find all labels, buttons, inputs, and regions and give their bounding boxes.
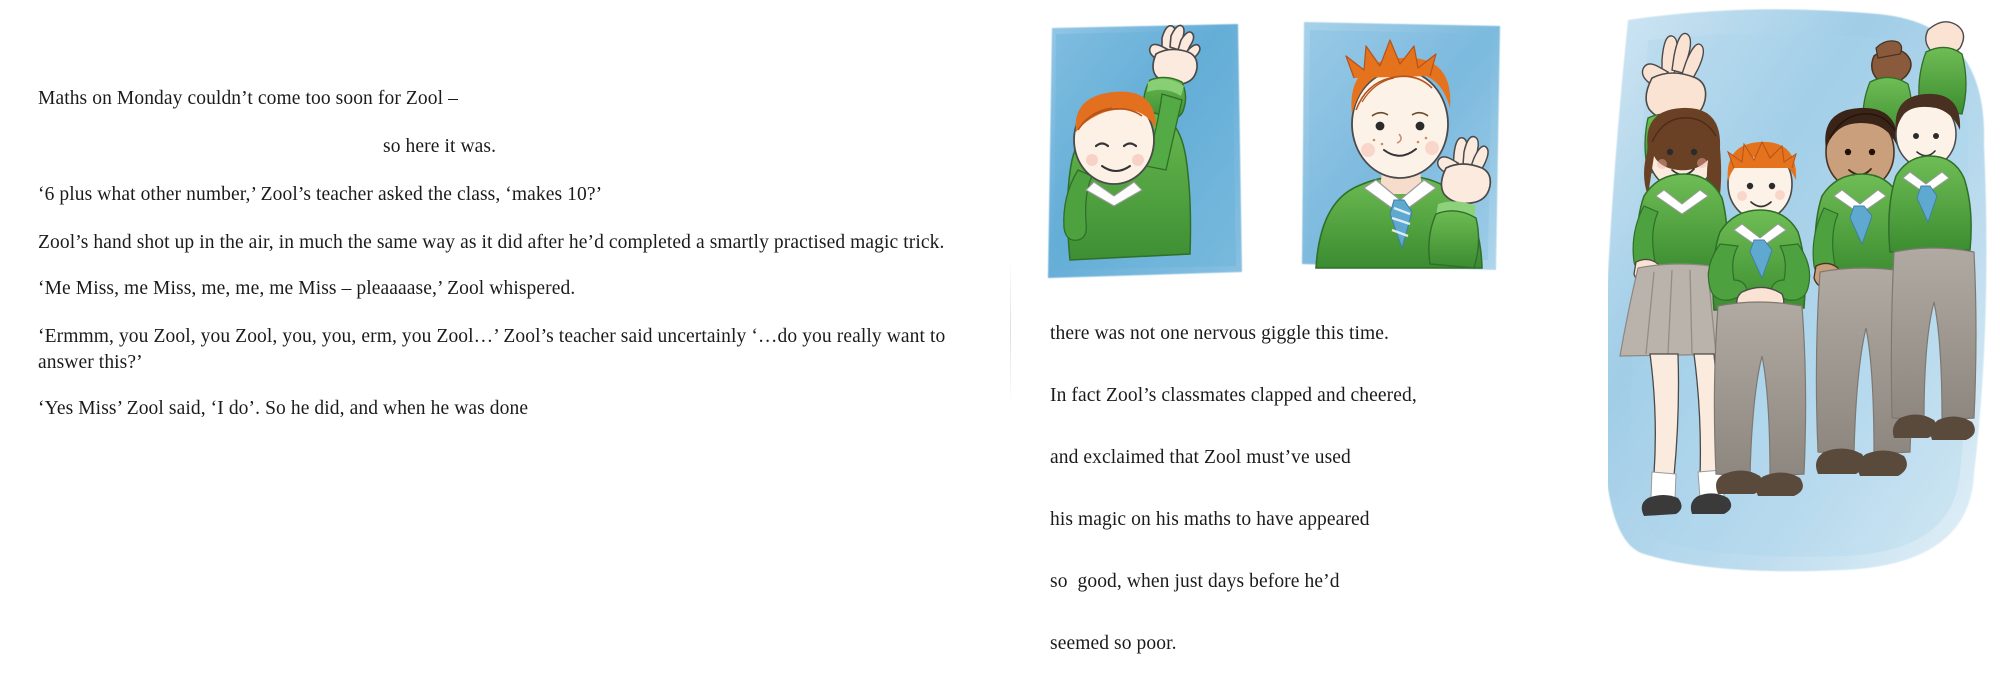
paragraph: so good, when just days before he’d bbox=[1050, 571, 1340, 592]
illustration-boy-hand-raised bbox=[1042, 20, 1247, 305]
paragraph: ‘6 plus what other number,’ Zool’s teacher asked the class, ‘makes 10?’ bbox=[38, 184, 603, 205]
illustration-classmates-cheering bbox=[1608, 0, 2000, 602]
paragraph: Zool’s hand shot up in the air, in much the same way as it did after he’d completed a smartly practised magic trick. bbox=[38, 232, 945, 253]
paragraph: In fact Zool’s classmates clapped and cheered, bbox=[1050, 385, 1417, 406]
paragraph: and exclaimed that Zool must’ve used bbox=[1050, 447, 1351, 468]
paragraph: Maths on Monday couldn’t come too soon for Zool – bbox=[38, 88, 458, 109]
paragraph: ‘Me Miss, me Miss, me, me, me Miss – pleaaaase,’ Zool whispered. bbox=[38, 278, 576, 299]
illustration-boy-waving bbox=[1298, 18, 1508, 316]
paragraph: his magic on his maths to have appeared bbox=[1050, 509, 1370, 530]
paragraph: so here it was. bbox=[383, 136, 497, 157]
paragraph: ‘Ermmm, you Zool, you Zool, you, you, erm, you Zool…’ Zool’s teacher said uncertainly ‘…do you really want to answer this?’ bbox=[38, 326, 946, 373]
middle-text-column bbox=[1050, 322, 1500, 694]
page-fold-line bbox=[1010, 256, 1011, 406]
paragraph: ‘Yes Miss’ Zool said, ‘I do’. So he did, and when he was done bbox=[38, 398, 529, 419]
paragraph: there was not one nervous giggle this time. bbox=[1050, 323, 1389, 344]
left-text-column bbox=[38, 86, 988, 444]
paragraph: seemed so poor. bbox=[1050, 633, 1177, 654]
